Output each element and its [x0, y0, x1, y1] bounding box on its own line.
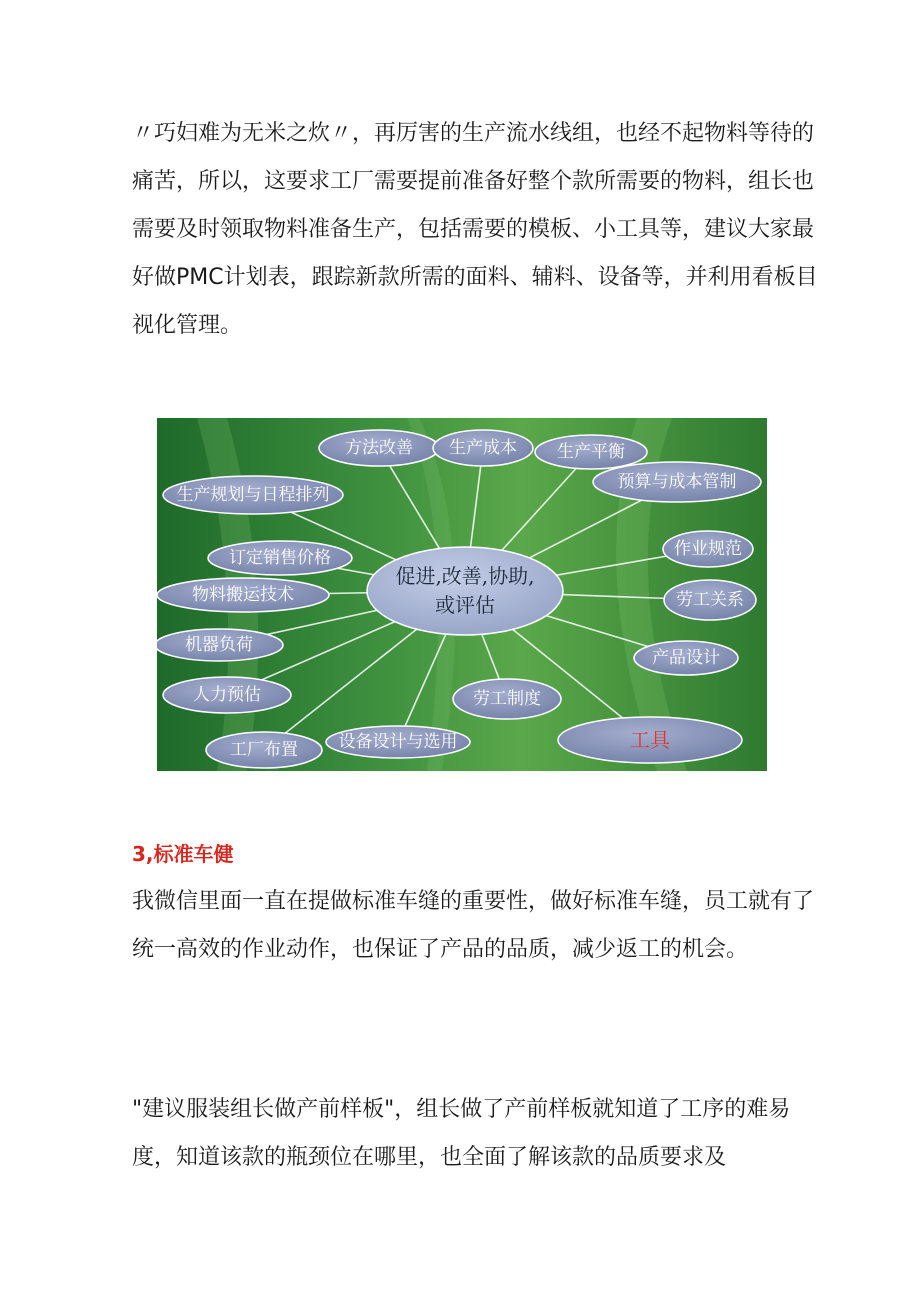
node-label: 预算与成本管制 — [617, 472, 737, 492]
node-label: 方法改善 — [345, 438, 413, 458]
node-label: 工具 — [630, 728, 670, 752]
node-label: 劳工关系 — [676, 590, 744, 610]
intro-paragraph: 〃巧妇难为无米之炊〃，再厉害的生产流水线组，也经不起物料等待的痛苦，所以，这要求工厂需要提前准备好整个款所需要的物料，组长也需要及时领取物料准备生产，包括需要的模板、小工具等，建议大家最好做PMC计划表，跟踪新款所需的面料、辅料、设备等，并利用看板目视化管理。 — [132, 121, 818, 338]
diagram-node — [433, 430, 533, 466]
node-label: 机器负荷 — [185, 635, 253, 655]
node-label: 设备设计与选用 — [338, 732, 458, 752]
diagram-node — [664, 580, 756, 620]
diagram-node — [208, 541, 352, 575]
diagram-node — [593, 462, 761, 502]
industrial-engineering-diagram — [157, 418, 767, 771]
diagram-node — [663, 531, 753, 567]
node-label: 物料搬运技术 — [192, 585, 294, 605]
node-label: 人力预估 — [193, 685, 261, 705]
diagram-node — [558, 717, 742, 763]
section-heading: 3,标准车健 — [132, 842, 234, 866]
node-label: 生产成本 — [449, 438, 517, 458]
node-label: 订定销售价格 — [229, 548, 331, 568]
center-ellipse — [367, 547, 563, 635]
diagram-node — [163, 677, 291, 713]
node-label: 生产平衡 — [557, 442, 625, 462]
body-paragraph-sewing: 我微信里面一直在提做标准车缝的重要性，做好标准车缝，员工就有了统一高效的作业动作，也保证了产品的品质，减少返工的机会。 — [132, 889, 815, 962]
node-label: 劳工制度 — [473, 689, 541, 709]
diagram-node — [326, 726, 470, 758]
diagram-node — [535, 435, 647, 469]
center-line-2: 或评估 — [435, 593, 495, 617]
diagram-node — [157, 629, 283, 661]
center-line-1: 促进,改善,协助, — [395, 564, 535, 588]
node-label: 生产规划与日程排列 — [176, 485, 330, 505]
diagram-node — [319, 430, 439, 466]
diagram-node — [163, 476, 343, 514]
diagram-node — [634, 641, 738, 675]
diagram-node — [453, 679, 561, 719]
body-paragraph-sample: "建议服装组长做产前样板"，组长做了产前样板就知道了工序的难易度，知道该款的瓶颈位在哪里，也全面了解该款的品质要求及 — [132, 1097, 791, 1170]
diagram-node — [157, 578, 329, 612]
node-label: 产品设计 — [652, 648, 720, 668]
node-label: 作业规范 — [674, 539, 742, 559]
node-label: 工厂布置 — [230, 740, 298, 760]
diagram-node — [206, 732, 322, 768]
